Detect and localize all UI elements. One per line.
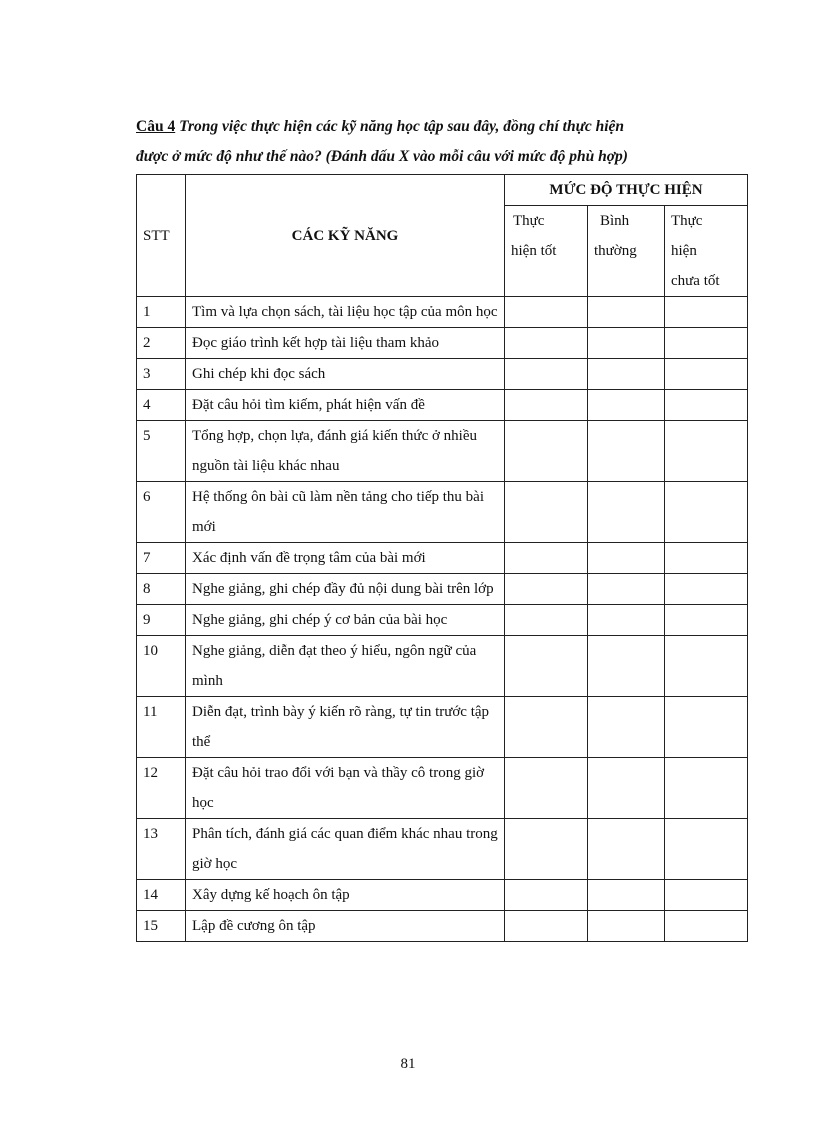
header-level-group: MỨC ĐỘ THỰC HIỆN	[505, 175, 748, 206]
row-skill: Phân tích, đánh giá các quan điểm khác nhau trong giờ học	[186, 819, 505, 880]
mark-cell-good[interactable]	[505, 328, 588, 359]
mark-cell-good[interactable]	[505, 297, 588, 328]
question-heading	[136, 112, 736, 172]
mark-cell-not-good[interactable]	[665, 880, 748, 911]
mark-cell-normal[interactable]	[588, 697, 665, 758]
question-text-line1: Trong việc thực hiện các kỹ năng học tập sau đây, đồng chí thực hiện	[175, 118, 625, 135]
table-row	[137, 359, 748, 390]
row-skill: Xây dựng kế hoạch ôn tập	[186, 880, 505, 911]
header-skills: CÁC KỸ NĂNG	[186, 175, 505, 297]
row-stt: 9	[137, 605, 186, 636]
mark-cell-normal[interactable]	[588, 482, 665, 543]
header-level-good: Thực hiện tốt	[505, 206, 588, 297]
row-skill: Nghe giảng, ghi chép ý cơ bản của bài học	[186, 605, 505, 636]
mark-cell-not-good[interactable]	[665, 359, 748, 390]
mark-cell-good[interactable]	[505, 911, 588, 942]
row-skill: Xác định vấn đề trọng tâm của bài mới	[186, 543, 505, 574]
mark-cell-good[interactable]	[505, 574, 588, 605]
mark-cell-not-good[interactable]	[665, 421, 748, 482]
mark-cell-normal[interactable]	[588, 543, 665, 574]
row-stt: 12	[137, 758, 186, 819]
skills-table-body	[137, 297, 748, 942]
mark-cell-normal[interactable]	[588, 421, 665, 482]
table-row	[137, 697, 748, 758]
row-skill: Đọc giáo trình kết hợp tài liệu tham khảo	[186, 328, 505, 359]
table-row	[137, 297, 748, 328]
page-number: 81	[400, 1056, 416, 1072]
table-row	[137, 390, 748, 421]
question-text-line2: được ở mức độ như thế nào? (Đánh dấu X vào mỗi câu với mức độ phù hợp)	[136, 148, 628, 165]
table-row	[137, 880, 748, 911]
table-row	[137, 543, 748, 574]
row-skill: Đặt câu hỏi tìm kiếm, phát hiện vấn đề	[186, 390, 505, 421]
row-skill: Ghi chép khi đọc sách	[186, 359, 505, 390]
mark-cell-good[interactable]	[505, 697, 588, 758]
row-skill: Nghe giảng, diễn đạt theo ý hiểu, ngôn ngữ của mình	[186, 636, 505, 697]
mark-cell-not-good[interactable]	[665, 605, 748, 636]
row-skill: Tìm và lựa chọn sách, tài liệu học tập của môn học	[186, 297, 505, 328]
row-stt: 11	[137, 697, 186, 758]
mark-cell-not-good[interactable]	[665, 390, 748, 421]
mark-cell-not-good[interactable]	[665, 697, 748, 758]
header-level-normal: Bình thường	[588, 206, 665, 297]
header-level-not-good: Thực hiện chưa tốt	[665, 206, 748, 297]
mark-cell-not-good[interactable]	[665, 758, 748, 819]
row-stt: 6	[137, 482, 186, 543]
table-row	[137, 758, 748, 819]
mark-cell-not-good[interactable]	[665, 543, 748, 574]
mark-cell-good[interactable]	[505, 421, 588, 482]
header-stt: STT	[137, 175, 186, 297]
table-row	[137, 482, 748, 543]
row-stt: 14	[137, 880, 186, 911]
mark-cell-normal[interactable]	[588, 636, 665, 697]
table-row	[137, 819, 748, 880]
row-skill: Đặt câu hỏi trao đổi với bạn và thầy cô trong giờ học	[186, 758, 505, 819]
row-stt: 1	[137, 297, 186, 328]
row-stt: 3	[137, 359, 186, 390]
row-stt: 10	[137, 636, 186, 697]
mark-cell-normal[interactable]	[588, 574, 665, 605]
mark-cell-good[interactable]	[505, 880, 588, 911]
mark-cell-normal[interactable]	[588, 758, 665, 819]
mark-cell-good[interactable]	[505, 543, 588, 574]
row-stt: 4	[137, 390, 186, 421]
table-row	[137, 421, 748, 482]
mark-cell-not-good[interactable]	[665, 328, 748, 359]
mark-cell-not-good[interactable]	[665, 636, 748, 697]
table-row	[137, 328, 748, 359]
mark-cell-good[interactable]	[505, 758, 588, 819]
mark-cell-normal[interactable]	[588, 390, 665, 421]
mark-cell-not-good[interactable]	[665, 911, 748, 942]
table-row	[137, 574, 748, 605]
mark-cell-not-good[interactable]	[665, 482, 748, 543]
row-stt: 2	[137, 328, 186, 359]
mark-cell-normal[interactable]	[588, 328, 665, 359]
mark-cell-good[interactable]	[505, 390, 588, 421]
mark-cell-normal[interactable]	[588, 880, 665, 911]
row-stt: 5	[137, 421, 186, 482]
mark-cell-not-good[interactable]	[665, 819, 748, 880]
mark-cell-normal[interactable]	[588, 297, 665, 328]
row-stt: 8	[137, 574, 186, 605]
mark-cell-good[interactable]	[505, 819, 588, 880]
row-skill: Tổng hợp, chọn lựa, đánh giá kiến thức ở nhiều nguồn tài liệu khác nhau	[186, 421, 505, 482]
mark-cell-not-good[interactable]	[665, 297, 748, 328]
row-skill: Hệ thống ôn bài cũ làm nền tảng cho tiếp thu bài mới	[186, 482, 505, 543]
row-skill: Diễn đạt, trình bày ý kiến rõ ràng, tự tin trước tập thể	[186, 697, 505, 758]
row-stt: 13	[137, 819, 186, 880]
row-stt: 15	[137, 911, 186, 942]
mark-cell-good[interactable]	[505, 482, 588, 543]
mark-cell-normal[interactable]	[588, 605, 665, 636]
question-label: Câu 4	[136, 118, 176, 135]
skills-survey-table	[136, 174, 748, 942]
mark-cell-normal[interactable]	[588, 911, 665, 942]
row-skill: Lập đề cương ôn tập	[186, 911, 505, 942]
table-row	[137, 636, 748, 697]
mark-cell-normal[interactable]	[588, 359, 665, 390]
table-row	[137, 911, 748, 942]
mark-cell-good[interactable]	[505, 605, 588, 636]
row-skill: Nghe giảng, ghi chép đầy đủ nội dung bài trên lớp	[186, 574, 505, 605]
row-stt: 7	[137, 543, 186, 574]
table-row	[137, 605, 748, 636]
mark-cell-good[interactable]	[505, 636, 588, 697]
mark-cell-not-good[interactable]	[665, 574, 748, 605]
mark-cell-good[interactable]	[505, 359, 588, 390]
mark-cell-normal[interactable]	[588, 819, 665, 880]
